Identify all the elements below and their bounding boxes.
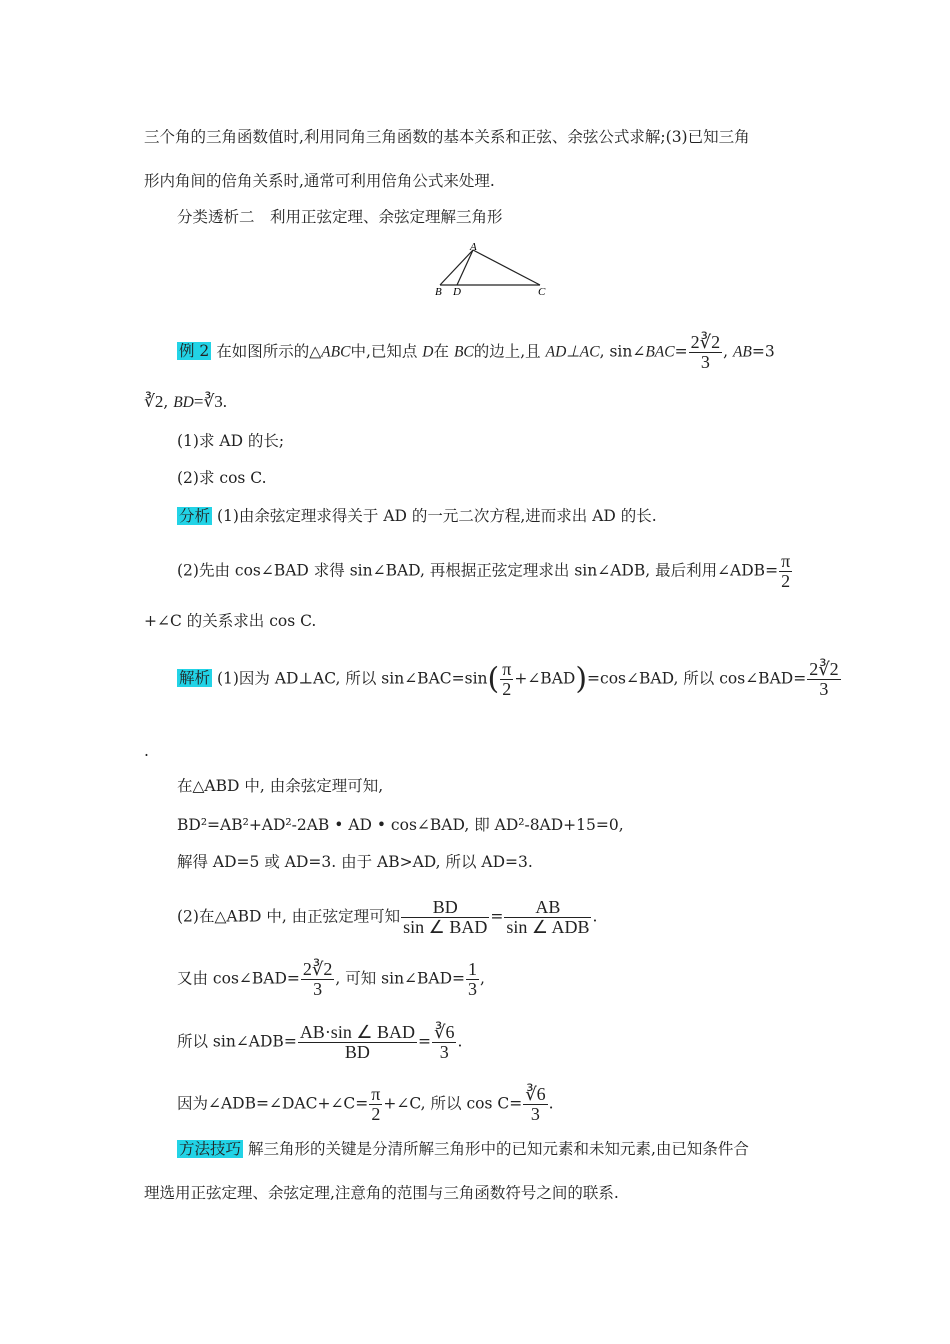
- label-b: B: [435, 286, 442, 298]
- fraction: $\frac{\pi}{2}$: [781, 551, 791, 591]
- text-line: BD²=AB²+AD²-2AB • AD • cos∠BAD, 即 AD²-8AD+15=0,: [177, 816, 624, 834]
- fraction: $\frac{\pi}{2}$: [502, 659, 512, 699]
- text-line: .: [144, 742, 149, 760]
- text-line: 在△ABD 中, 由余弦定理可知,: [177, 777, 384, 795]
- text-line: (2)在△ABD 中, 由正弦定理可知 $\frac{BD}{\text{sin ∠ BAD}}$ = $\frac{AB}{\text{sin ∠ ADB}}$ .: [177, 897, 598, 937]
- method-line: 方法技巧 解三角形的关键是分清所解三角形中的已知元素和未知元素,由已知条件合: [179, 1140, 749, 1158]
- triangle-figure: [430, 238, 560, 300]
- label-d: D: [453, 286, 461, 298]
- fraction: $\frac{AB}{\text{sin ∠ ADB}}$: [506, 897, 590, 937]
- text-line: ∛2, BD=∛3.: [144, 392, 228, 411]
- text-line: 所以 sin∠ADB= $\frac{\text{AB·sin ∠ BAD}}{BD}$ = $\frac{∛6}{3}$ .: [177, 1022, 463, 1062]
- fraction: $\frac{\pi}{2}$: [371, 1084, 381, 1124]
- fraction: $\frac{1}{3}$: [468, 959, 478, 999]
- text-line: 又由 cos∠BAD= $\frac{2∛2}{3}$ , 可知 sin∠BAD= $\frac{1}{3}$ ,: [177, 959, 485, 999]
- solution-line: 解析 (1)因为 AD⊥AC, 所以 sin∠BAC=sin( $\frac{\pi}{2}$ +∠BAD)=cos∠BAD, 所以 cos∠BAD= $\frac{2∛2}{3}$: [179, 659, 839, 699]
- text-line: (2)先由 cos∠BAD 求得 sin∠BAD, 再根据正弦定理求出 sin∠ADB, 最后利用∠ADB= $\frac{\pi}{2}$: [177, 551, 791, 591]
- analysis-tag: 分析: [179, 507, 211, 525]
- example-tag: 例 2: [179, 342, 210, 361]
- section-heading: 分类透析二 利用正弦定理、余弦定理解三角形: [177, 208, 503, 226]
- text-line: +∠C 的关系求出 cos C.: [144, 612, 317, 630]
- example-line: 例 2 在如图所示的△ABC中,已知点 D在 BC的边上,且 AD⊥AC, sin∠BAC= $\frac{2∛2}{3}$ , AB=3: [179, 332, 775, 372]
- text-line: 形内角间的倍角关系时,通常可利用倍角公式来处理.: [144, 172, 495, 190]
- fraction: $\frac{\text{AB·sin ∠ BAD}}{BD}$: [299, 1022, 415, 1062]
- fraction: $\frac{∛6}{3}$: [525, 1084, 546, 1124]
- text-line: 因为∠ADB=∠DAC+∠C= $\frac{\pi}{2}$ +∠C, 所以 cos C= $\frac{∛6}{3}$ .: [177, 1084, 554, 1124]
- label-a: A: [470, 241, 477, 253]
- fraction: $\frac{2∛2}{3}$: [809, 659, 839, 699]
- method-tag: 方法技巧: [179, 1140, 242, 1158]
- fraction: $\frac{2∛2}{3}$: [302, 959, 333, 999]
- fraction: $\frac{∛6}{3}$: [433, 1022, 455, 1062]
- label-c: C: [538, 286, 546, 298]
- question-2: (2)求 cos C.: [177, 469, 267, 487]
- text-line: 三个角的三角函数值时,利用同角三角函数的基本关系和正弦、余弦公式求解;(3)已知三角: [144, 128, 750, 146]
- fraction: $\frac{2∛2}{3}$: [690, 332, 721, 372]
- text-line: 解得 AD=5 或 AD=3. 由于 AB>AD, 所以 AD=3.: [177, 853, 533, 871]
- text-line: 理选用正弦定理、余弦定理,注意角的范围与三角函数符号之间的联系.: [144, 1184, 619, 1202]
- question-1: (1)求 AD 的长;: [177, 432, 285, 450]
- fraction: $\frac{BD}{\text{sin ∠ BAD}}$: [403, 897, 488, 937]
- analysis-line: 分析 (1)由余弦定理求得关于 AD 的一元二次方程,进而求出 AD 的长.: [179, 507, 657, 525]
- solution-tag: 解析: [179, 669, 211, 688]
